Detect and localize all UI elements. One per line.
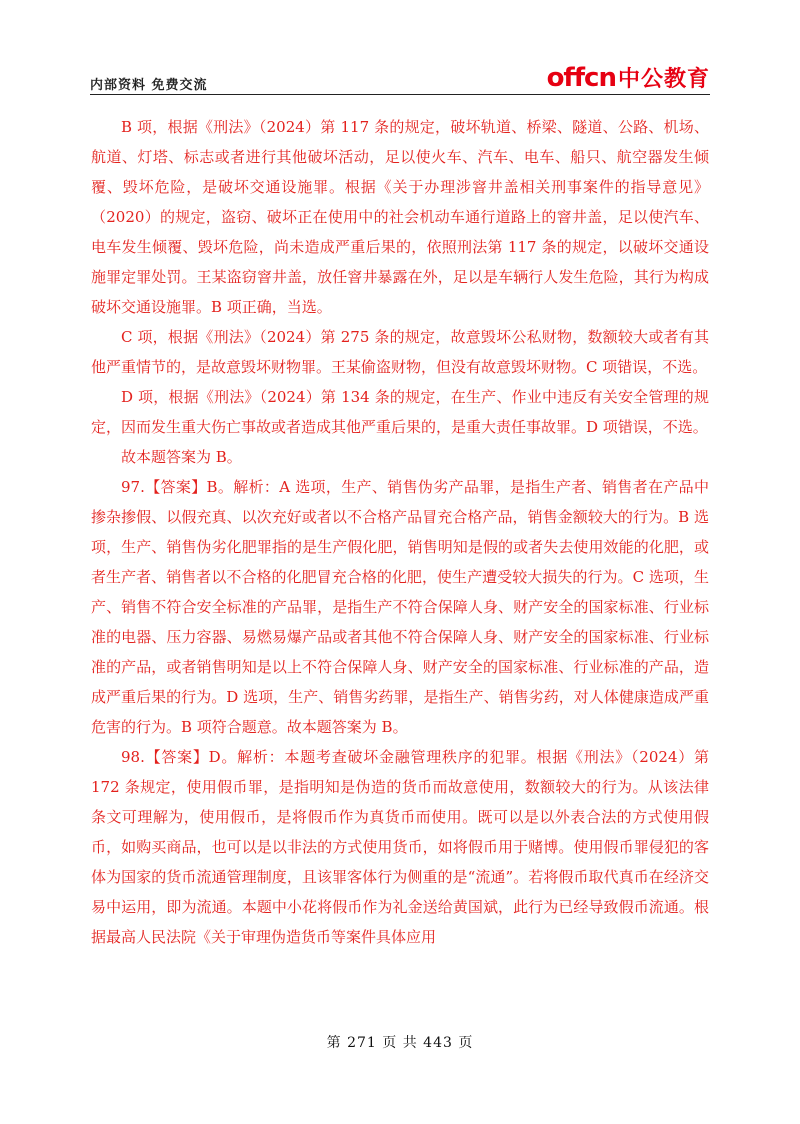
page-body bbox=[91, 112, 709, 952]
header-divider bbox=[90, 94, 710, 95]
paragraph-answer-summary: 故本题答案为 B。 bbox=[121, 448, 242, 466]
page-header bbox=[90, 62, 710, 96]
logo-latin-text: offcn bbox=[546, 63, 616, 93]
offcn-logo bbox=[547, 62, 710, 93]
header-left-text: 内部资料 免费交流 bbox=[90, 78, 208, 93]
logo-chinese-text: 中公教育 bbox=[617, 67, 710, 92]
paragraph-option-d: D 项，根据《刑法》（2024）第 134 条的规定，在生产、作业中违反有关安全管理的规定，因而发生重大伤亡事故或者造成其他严重后果的，是重大责任事故罪。D 项错误，不选。 bbox=[91, 388, 709, 436]
paragraph-question-97: 97.【答案】B。解析：A 选项，生产、销售伪劣产品罪，是指生产者、销售者在产品中掺杂掺假、以假充真、以次充好或者以不合格产品冒充合格产品，销售金额较大的行为。B 选项，生产、销售伪劣化肥罪指的是生产假化肥，销售明知是假的或者失去使用效能的化肥，或者生产者、销售者以不合格的化肥冒充合格的化肥，使生产遭受较大损失的行为。C 选项，生产、销售不符合安全标准的产品罪，是指生产不符合保障人身、财产安全的国家标准、行业标准的电器、压力容器、易燃易爆产品或者其他不符合保障人身、财产安全的国家标准、行业标准的产品，或者销售明知是以上不符合保障人身、财产安全的国家标准、行业标准的产品，造成严重后果的行为。D 选项，生产、销售劣药罪，是指生产、销售劣药，对人体健康造成严重危害的行为。B 项符合题意。故本题答案为 B。 bbox=[91, 478, 709, 736]
page-number: 第 271 页 共 443 页 bbox=[326, 1035, 474, 1051]
paragraph-option-c: C 项，根据《刑法》（2024）第 275 条的规定，故意毁坏公私财物，数额较大或者有其他严重情节的，是故意毁坏财物罪。王某偷盗财物，但没有故意毁坏财物。C 项错误，不选。 bbox=[91, 328, 709, 376]
paragraph-option-b: B 项，根据《刑法》（2024）第 117 条的规定，破坏轨道、桥梁、隧道、公路、机场、航道、灯塔、标志或者进行其他破坏活动，足以使火车、汽车、电车、船只、航空器发生倾覆、毁坏危险，是破坏交通设施罪。根据《关于办理涉窨井盖相关刑事案件的指导意见》（2020）的规定，盗窃、破坏正在使用中的社会机动车通行道路上的窨井盖，足以使汽车、电车发生倾覆、毁坏危险，尚未造成严重后果的，依照刑法第 117 条的规定，以破坏交通设施罪定罪处罚。王某盗窃窨井盖，放任窨井暴露在外，足以是车辆行人发生危险，其行为构成破坏交通设施罪。B 项正确，当选。 bbox=[91, 118, 709, 316]
paragraph-question-98: 98.【答案】D。解析：本题考查破坏金融管理秩序的犯罪。根据《刑法》（2024）第 172 条规定，使用假币罪，是指明知是伪造的货币而故意使用，数额较大的行为。从该法律条文可理解为，使用假币，是将假币作为真货币而使用。既可以是以外表合法的方式使用假币，如购买商品，也可以是以非法的方式使用货币，如将假币用于赌博。使用假币罪侵犯的客体为国家的货币流通管理制度，且该罪客体行为侧重的是“流通”。若将假币取代真币在经济交易中运用，即为流通。本题中小花将假币作为礼金送给黄国斌，此行为已经导致假币流通。根据最高人民法院《关于审理伪造货币等案件具体应用 bbox=[91, 748, 709, 946]
